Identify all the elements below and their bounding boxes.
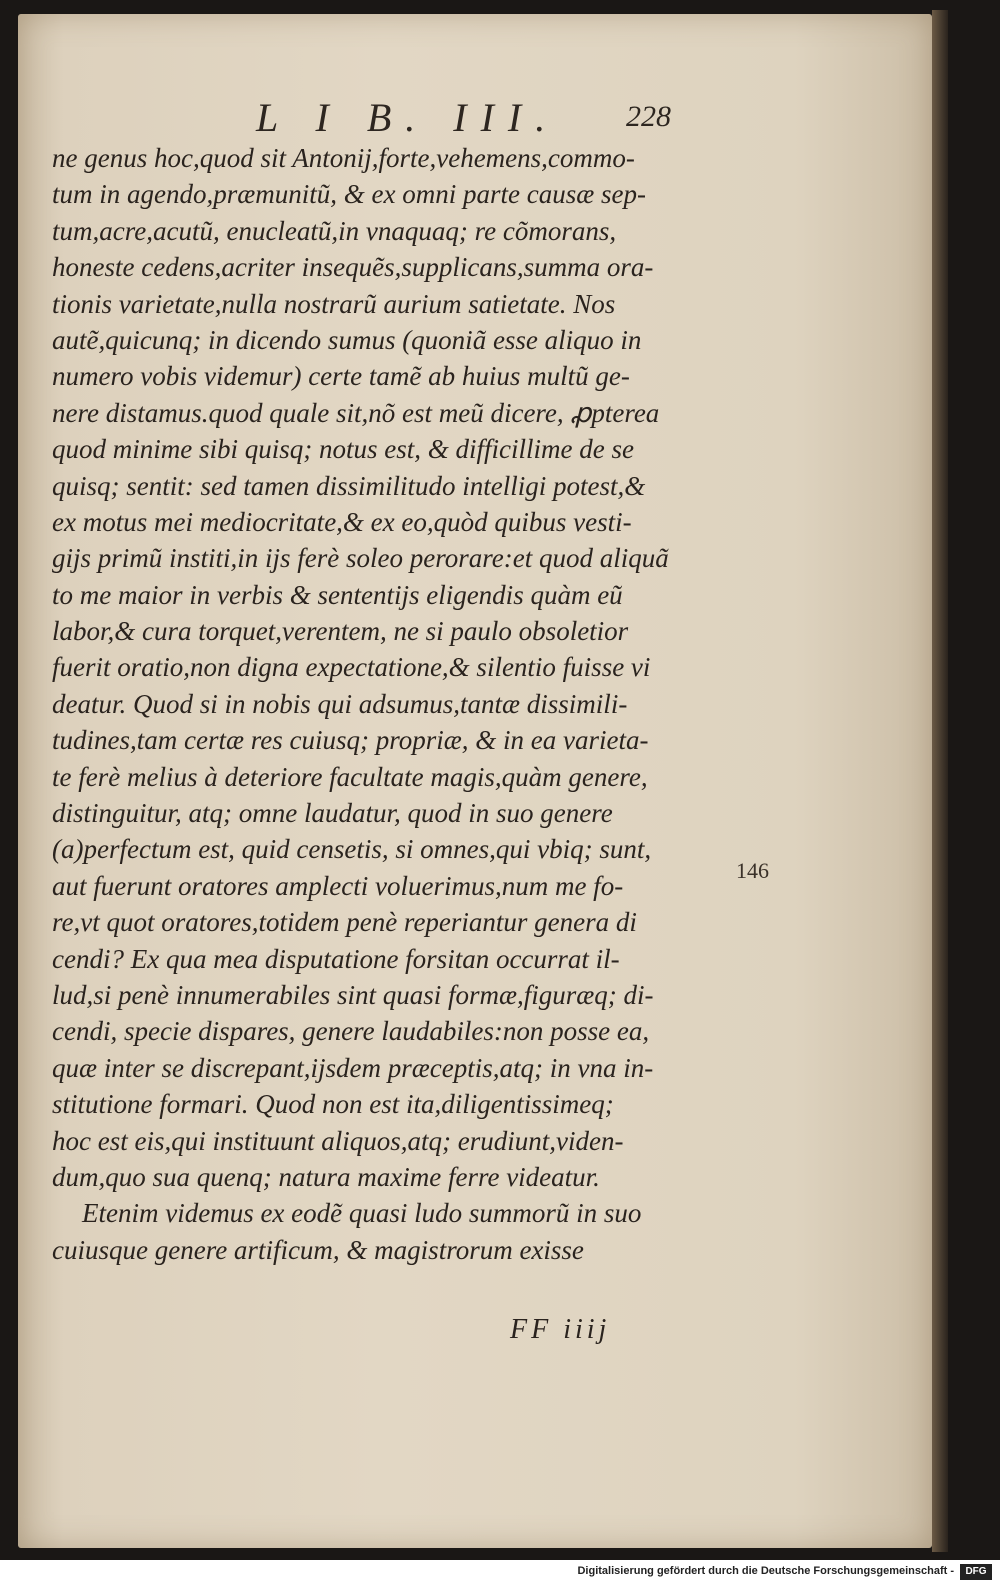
body-text [52, 140, 742, 1268]
text-line: hoc est eis,qui instituunt aliquos,atq; erudiunt,viden- [52, 1125, 624, 1156]
text-line: gijs primũ institi,in ijs ferè soleo perorare:et quod aliquã [52, 543, 669, 574]
text-line: quæ inter se discrepant,ijsdem præceptis,atq; in vna in- [52, 1052, 654, 1083]
text-line: nere distamus.quod quale sit,nõ est meũ dicere, ꝓpterea [52, 397, 660, 428]
footer-bar [0, 1560, 1000, 1586]
text-line: aut fuerunt oratores amplecti voluerimus,num me fo- [52, 870, 624, 901]
text-line: cendi? Ex qua mea disputatione forsitan occurrat il- [52, 943, 620, 974]
text-line: tum in agendo,præmunitũ, & ex omni parte causæ sep- [52, 179, 646, 210]
text-line: ex motus mei mediocritate,& ex eo,quòd quibus vesti- [52, 506, 632, 537]
text-line: labor,& cura torquet,verentem, ne si paulo obsoletior [52, 616, 629, 647]
signature-mark: FF iiij [510, 1314, 611, 1345]
text-line: deatur. Quod si in nobis qui adsumus,tantæ dissimili- [52, 688, 628, 719]
text-line: dum,quo sua quenq; natura maxime ferre videatur. [52, 1161, 600, 1192]
text-line: tionis varietate,nulla nostrarũ aurium satietate. Nos [52, 288, 616, 319]
text-line-paragraph-start: Etenim videmus ex eodẽ quasi ludo summorũ in suo [82, 1198, 642, 1229]
text-line: te ferè melius à deteriore facultate magis,quàm genere, [52, 761, 648, 792]
text-line: fuerit oratio,non digna expectatione,& silentio fuisse vi [52, 652, 651, 683]
funding-credit: Digitalisierung gefördert durch die Deutsche Forschungsgemeinschaft - [577, 1565, 954, 1577]
page-header [18, 94, 932, 144]
page-edge-shadow [932, 10, 948, 1552]
page-number: 228 [626, 100, 671, 133]
text-line: tudines,tam certæ res cuiusq; propriæ, & in ea varieta- [52, 725, 649, 756]
text-line: to me maior in verbis & sententijs eligendis quàm eũ [52, 579, 623, 610]
text-line: cuiusque genere artificum, & magistrorum exisse [52, 1234, 584, 1265]
margin-note: 146 [736, 858, 769, 883]
text-line: quod minime sibi quisq; notus est, & difficillime de se [52, 434, 634, 465]
text-line: re,vt quot oratores,totidem penè reperiantur genera di [52, 907, 637, 938]
text-line: (a)perfectum est, quid censetis, si omnes,qui vbiq; sunt, [52, 834, 652, 865]
text-line: lud,si penè innumerabiles sint quasi formæ,figuræq; di- [52, 979, 654, 1010]
text-line: stitutione formari. Quod non est ita,diligentissimeq; [52, 1089, 614, 1120]
text-line: distinguitur, atq; omne laudatur, quod in suo genere [52, 798, 613, 829]
text-line: tum,acre,acutũ, enucleatũ,in vnaquaq; re cõmorans, [52, 215, 617, 246]
text-line: quisq; sentit: sed tamen dissimilitudo intelligi potest,& [52, 470, 646, 501]
text-line: autẽ,quicunq; in dicendo sumus (quoniã esse aliquo in [52, 324, 642, 355]
text-line: numero vobis videmur) certe tamẽ ab huius multũ ge- [52, 361, 630, 392]
text-line: honeste cedens,acriter insequẽs,supplicans,summa ora- [52, 252, 654, 283]
text-line: cendi, specie dispares, genere laudabiles:non posse ea, [52, 1016, 650, 1047]
dfg-logo: DFG [960, 1564, 992, 1580]
text-line: ne genus hoc,quod sit Antonij,forte,vehemens,commo- [52, 143, 635, 173]
running-head: L I B. III. [256, 95, 560, 140]
book-page [18, 14, 932, 1548]
